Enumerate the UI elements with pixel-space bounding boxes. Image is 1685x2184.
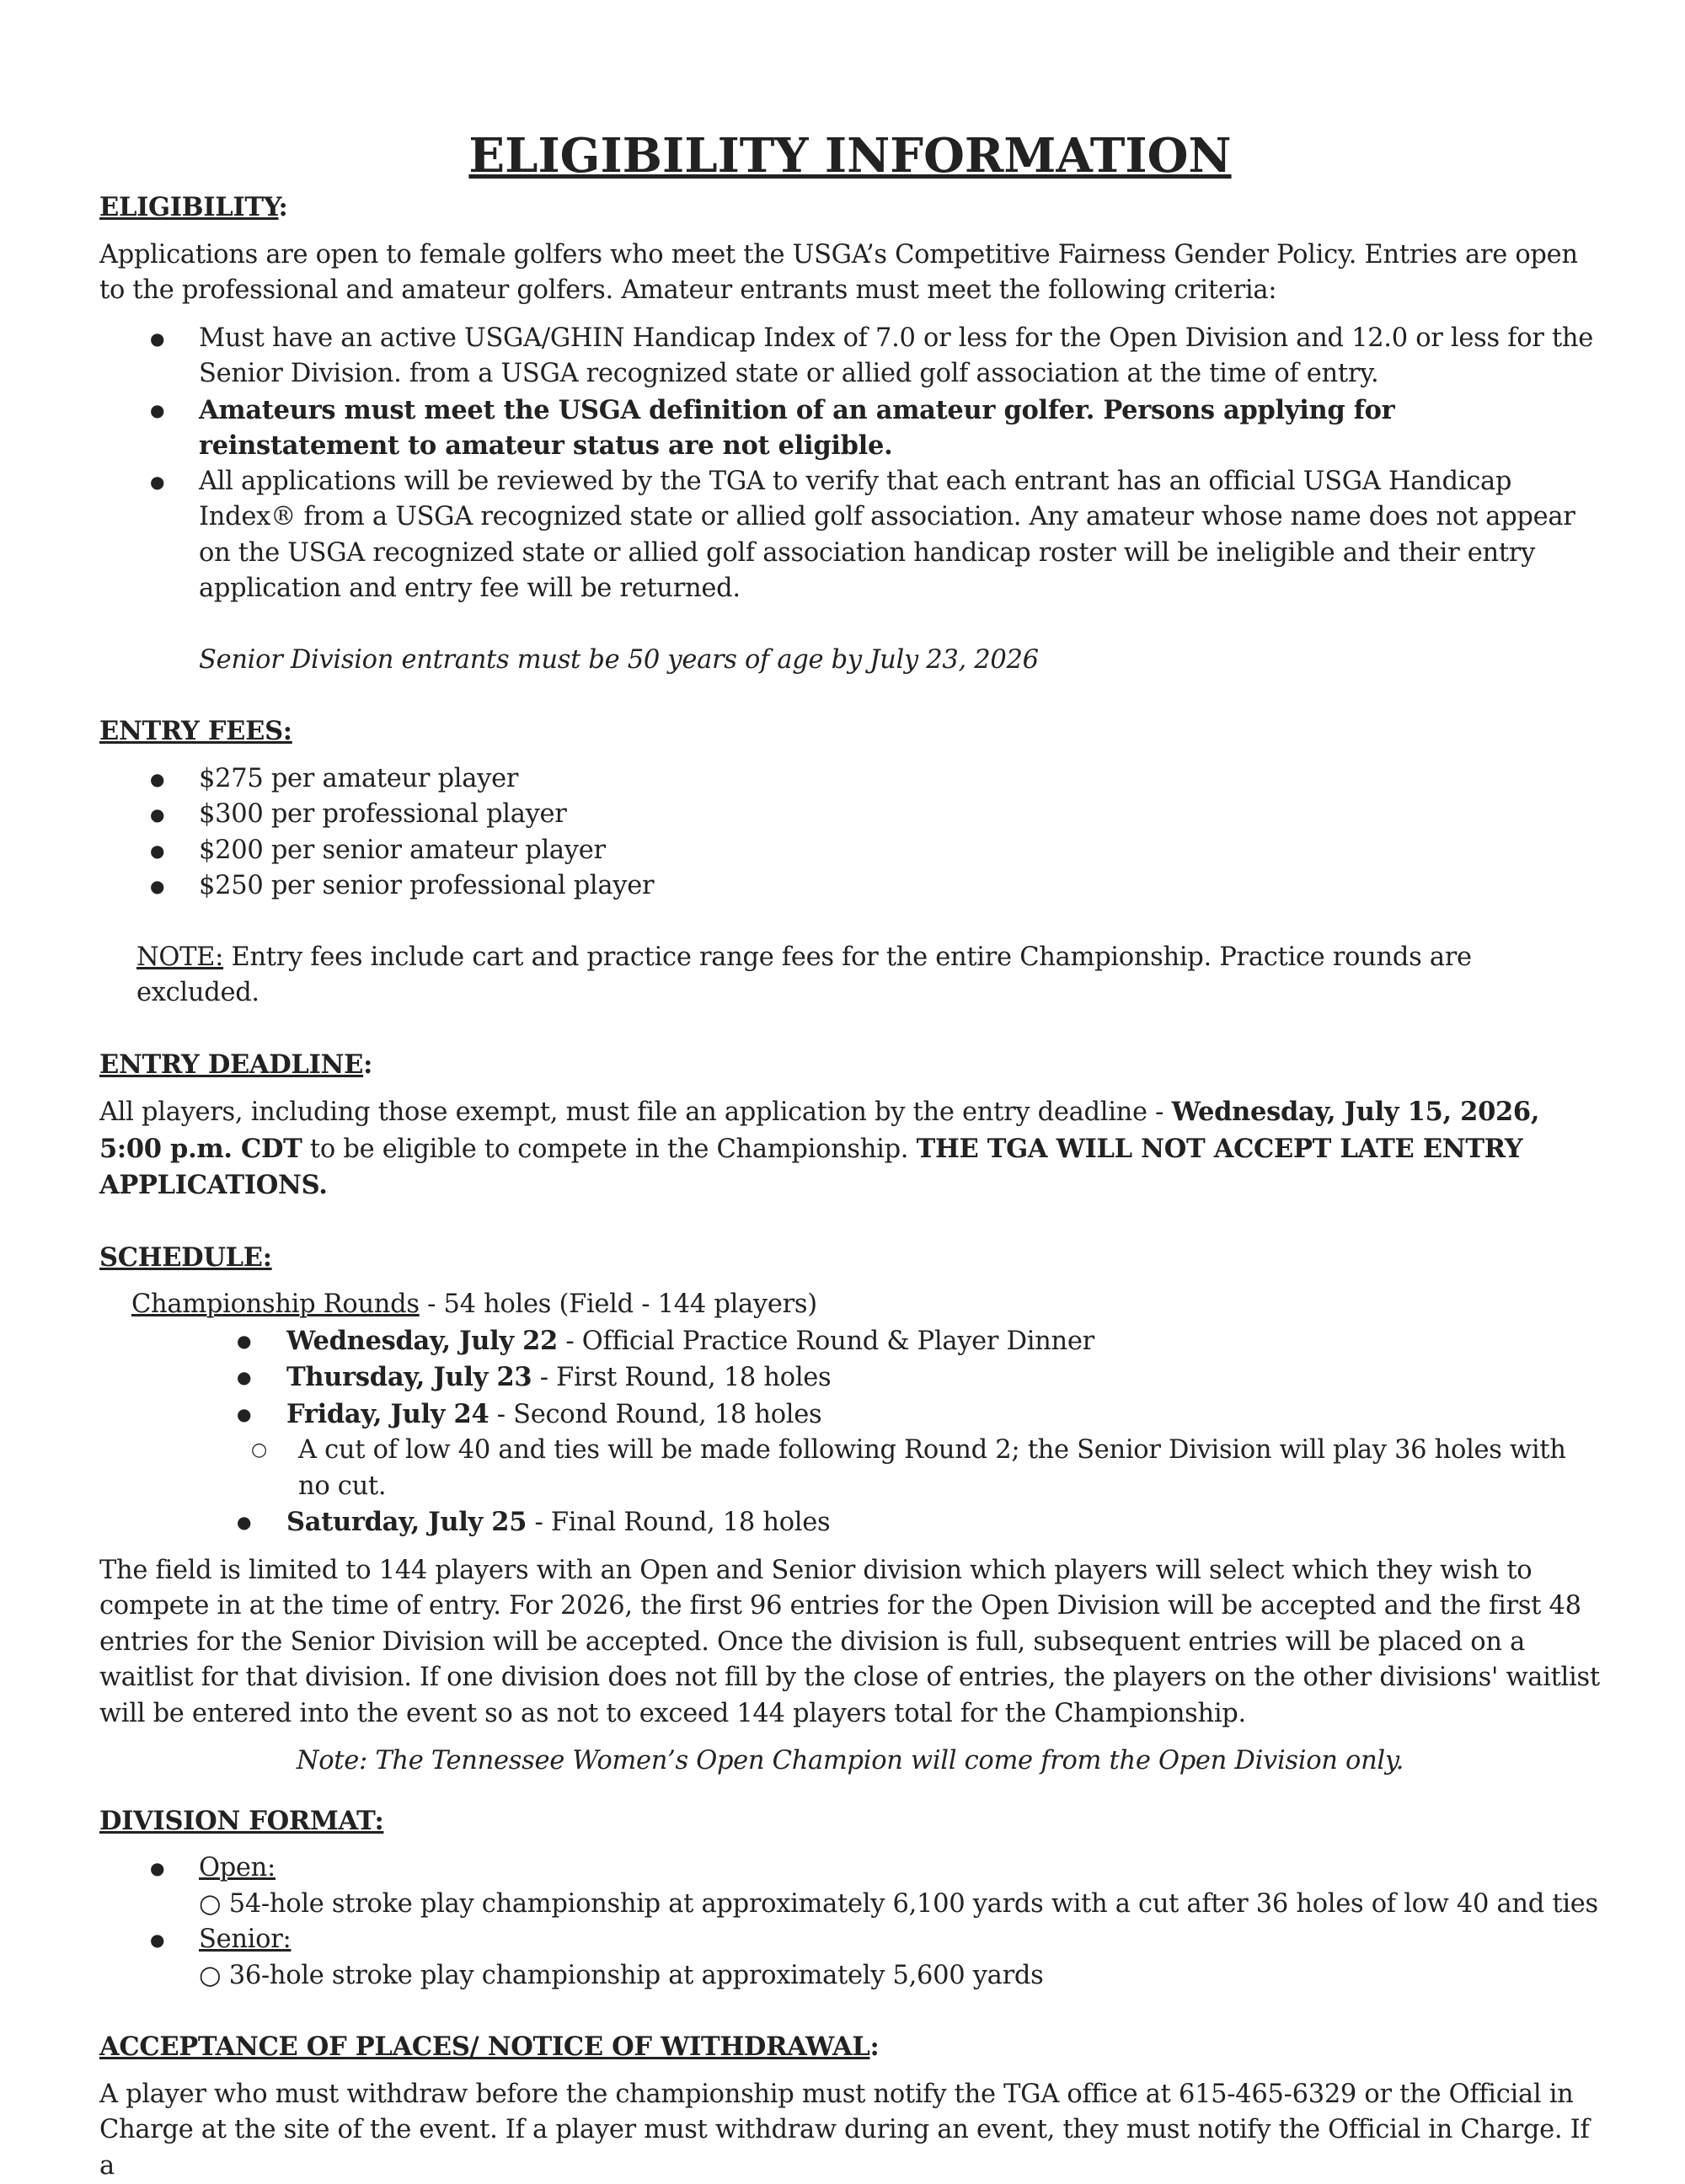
cut-note: ○ A cut of low 40 and ties will be made following Round 2; the Senior Division will play 36 holes with no cut. (99, 1433, 1601, 1504)
list-item: ● $200 per senior amateur player (99, 833, 1601, 869)
eligibility-heading-text: ELIGIBILITY (99, 192, 278, 222)
schedule-days-list (99, 1323, 1601, 1434)
division-format-heading-text: DIVISION FORMAT: (99, 1806, 383, 1836)
eligibility-heading (99, 190, 1601, 226)
schedule-heading-text: SCHEDULE: (99, 1242, 272, 1273)
list-item: ● $250 per senior professional player (99, 868, 1601, 905)
division-senior (99, 1922, 1601, 1958)
schedule-day-date: Thursday, July 23 (286, 1362, 532, 1392)
list-item: ● $300 per professional player (99, 797, 1601, 833)
entry-fees-heading (99, 713, 1601, 750)
withdrawal-paragraph: A player who must withdraw before the championship must notify the TGA office at 615-465-6329 or the Official in Charge at the site of the event. If a player must withdraw during an event, they must notify the Official in Charge. If a (99, 2077, 1601, 2184)
cut-note-list (99, 1433, 1601, 1504)
entry-deadline-paragraph (99, 1094, 1601, 1204)
schedule-day (99, 1396, 1601, 1434)
withdrawal-heading-text: ACCEPTANCE OF PLACES/ NOTICE OF WITHDRAWAL (99, 2032, 869, 2062)
entry-deadline-heading-text: ENTRY DEADLINE (99, 1049, 363, 1080)
late-entry-warning: THE TGA WILL NOT ACCEPT LATE ENTRY APPLICATIONS. (99, 1134, 1522, 1201)
division-senior-detail: ○ 36-hole stroke play championship at approximately 5,600 yards (99, 1958, 1601, 1994)
document-page (99, 122, 1601, 2184)
division-format-heading (99, 1803, 1601, 1840)
deadline-date: Wednesday, July 15, 2026, 5:00 p.m. CDT (99, 1097, 1539, 1164)
deadline-text-2: to be eligible to compete in the Championship. (302, 1135, 917, 1164)
note-text: Entry fees include cart and practice range fees for the entire Championship. Practice rounds are excluded. (136, 942, 1472, 1008)
schedule-day-date: Wednesday, July 22 (286, 1326, 558, 1356)
schedule-heading (99, 1240, 1601, 1276)
entry-deadline-heading-colon: : (363, 1049, 372, 1080)
schedule-day (99, 1323, 1601, 1360)
withdrawal-heading-colon: : (869, 2032, 879, 2062)
schedule-day-desc: - Second Round, 18 holes (489, 1400, 821, 1429)
division-open (99, 1850, 1601, 1887)
schedule-day-date: Saturday, July 25 (286, 1507, 527, 1537)
division-format-list (99, 1850, 1601, 1887)
list-item: ● $275 per amateur player (99, 761, 1601, 798)
schedule-day (99, 1359, 1601, 1396)
schedule-day-desc: - Final Round, 18 holes (527, 1508, 830, 1537)
division-open-label: Open: (199, 1853, 275, 1882)
deadline-text-1: All players, including those exempt, must file an application by the entry deadline - (99, 1097, 1172, 1127)
withdrawal-heading (99, 2029, 1601, 2065)
eligibility-criteria-list (99, 321, 1601, 607)
schedule-day-date: Friday, July 24 (286, 1399, 489, 1429)
list-item: ● Must have an active USGA/GHIN Handicap Index of 7.0 or less for the Open Division and 12.0 or less for the Senior Division. from a USGA recognized state or allied golf association at the time of entry. (99, 321, 1601, 392)
division-open-detail: ○ 54-hole stroke play championship at approximately 6,100 yards with a cut after 36 holes of low 40 and ties (99, 1887, 1601, 1923)
schedule-day-desc: - First Round, 18 holes (532, 1363, 831, 1392)
championship-rounds-detail: - 54 holes (Field - 144 players) (420, 1290, 817, 1319)
schedule-day-desc: - Official Practice Round & Player Dinner (558, 1327, 1094, 1356)
champion-note: Note: The Tennessee Women’s Open Champion will come from the Open Division only. (99, 1743, 1601, 1780)
entry-fees-list (99, 761, 1601, 905)
championship-rounds (99, 1287, 1601, 1323)
entry-fees-note (99, 940, 1601, 1012)
note-label: NOTE: (136, 942, 223, 972)
schedule-day (99, 1504, 1601, 1541)
eligibility-heading-colon: : (278, 192, 287, 222)
entry-deadline-heading (99, 1047, 1601, 1083)
eligibility-intro: Applications are open to female golfers who meet the USGA’s Competitive Fairness Gender Policy. Entries are open to the professional and amateur golfers. Amateur entrants must meet the following criteria: (99, 238, 1601, 309)
page-title: ELIGIBILITY INFORMATION (99, 122, 1601, 190)
field-paragraph: The field is limited to 144 players with an Open and Senior division which players will select which they wish to compete in at the time of entry. For 2026, the first 96 entries for the Open Division will be accepted and the first 48 entries for the Senior Division will be accepted. Once the division is full, subsequent entries will be placed on a waitlist for that division. If one division does not fill by the close of entries, the players on the other divisions' waitlist will be entered into the event so as not to exceed 144 players total for the Championship. (99, 1553, 1601, 1733)
list-item: ● All applications will be reviewed by the TGA to verify that each entrant has an official USGA Handicap Index® from a USGA recognized state or allied golf association. Any amateur whose name does not appear on the USGA recognized state or allied golf association handicap roster will be ineligible and their entry application and entry fee will be returned. (99, 464, 1601, 607)
senior-age-note: Senior Division entrants must be 50 years of age by July 23, 2026 (99, 643, 1601, 679)
division-senior-label: Senior: (199, 1925, 291, 1954)
championship-rounds-label: Championship Rounds (131, 1290, 420, 1319)
list-item: ● Amateurs must meet the USGA definition of an amateur golfer. Persons applying for reinstatement to amateur status are not eligible. (99, 392, 1601, 464)
division-format-list-senior (99, 1922, 1601, 1958)
schedule-final-day-list (99, 1504, 1601, 1541)
entry-fees-heading-text: ENTRY FEES: (99, 716, 292, 746)
